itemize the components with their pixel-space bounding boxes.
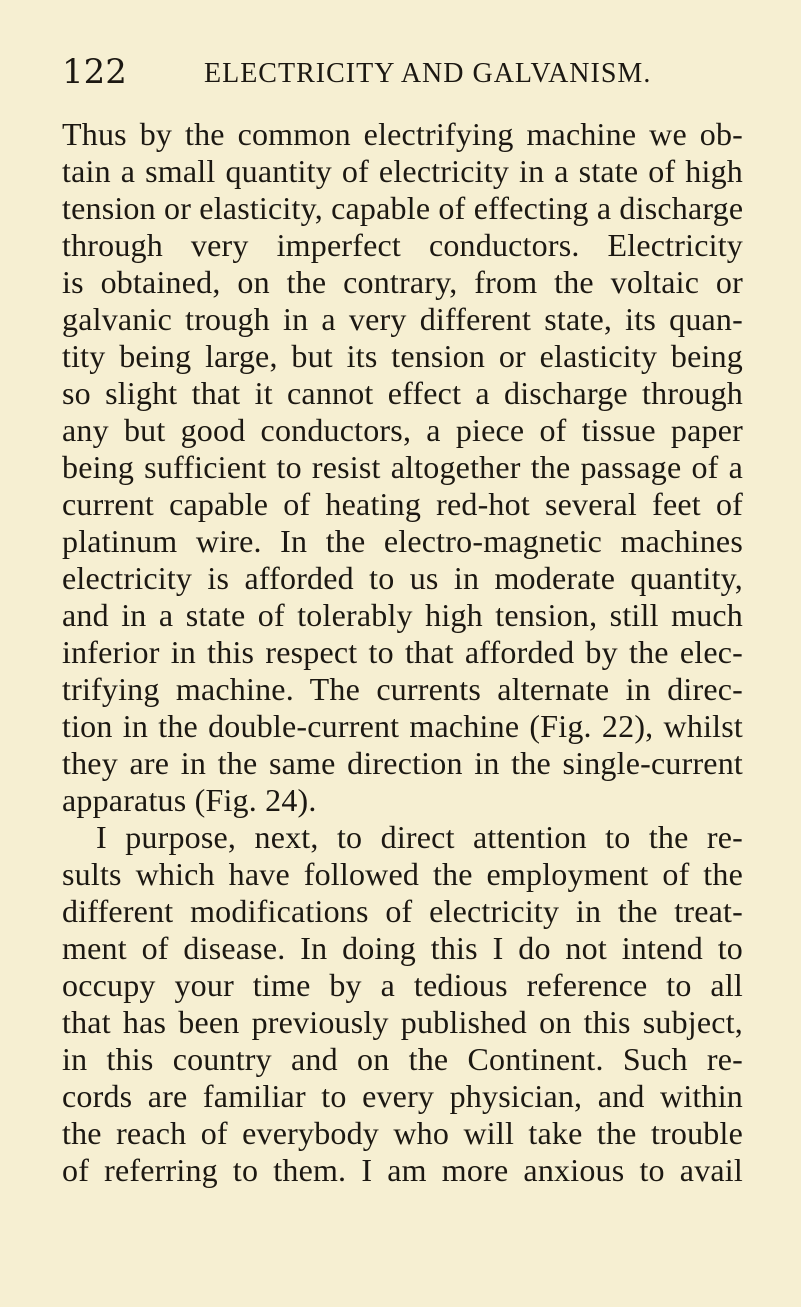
text-line: inferior in this respect to that afforded by the elec-: [62, 634, 743, 670]
text-line: of referring to them. I am more anxious to avail: [62, 1152, 743, 1188]
text-line: being sufficient to resist altogether the passage of a: [62, 449, 743, 485]
text-line: that has been previously published on this subject,: [62, 1004, 743, 1040]
text-line: I purpose, next, to direct attention to the re-: [96, 819, 743, 855]
text-line: galvanic trough in a very different state, its quan-: [62, 301, 743, 337]
body-text: [62, 116, 743, 1189]
page-number: 122: [62, 52, 127, 92]
text-line: they are in the same direction in the single-current: [62, 745, 743, 781]
text-line: and in a state of tolerably high tension, still much: [62, 597, 743, 633]
running-title: ELECTRICITY AND GALVANISM.: [204, 58, 652, 89]
text-line: any but good conductors, a piece of tissue paper: [62, 412, 743, 448]
text-line: current capable of heating red-hot several feet of: [62, 486, 743, 522]
text-line: electricity is afforded to us in moderate quantity,: [62, 560, 743, 596]
page-header: [62, 52, 762, 92]
text-line: platinum wire. In the electro-magnetic machines: [62, 523, 743, 559]
text-line: through very imperfect conductors. Electricity: [62, 227, 743, 263]
text-line: cords are familiar to every physician, and within: [62, 1078, 743, 1114]
text-line: occupy your time by a tedious reference to all: [62, 967, 743, 1003]
text-line: trifying machine. The currents alternate in direc-: [62, 671, 743, 707]
text-line: tain a small quantity of electricity in a state of high: [62, 153, 743, 189]
text-line: is obtained, on the contrary, from the voltaic or: [62, 264, 743, 300]
text-line: different modifications of electricity in the treat-: [62, 893, 743, 929]
text-line: tension or elasticity, capable of effecting a discharge: [62, 190, 744, 226]
text-line: ment of disease. In doing this I do not intend to: [62, 930, 743, 966]
text-line: the reach of everybody who will take the trouble: [62, 1115, 743, 1151]
text-line: so slight that it cannot effect a discharge through: [62, 375, 743, 411]
text-line: tion in the double-current machine (Fig. 22), whilst: [62, 708, 743, 744]
text-line: in this country and on the Continent. Such re-: [62, 1041, 743, 1077]
text-line: apparatus (Fig. 24).: [62, 782, 317, 818]
text-line: sults which have followed the employment of the: [62, 856, 743, 892]
text-line: tity being large, but its tension or elasticity being: [62, 338, 743, 374]
text-line: Thus by the common electrifying machine we ob-: [62, 116, 743, 152]
